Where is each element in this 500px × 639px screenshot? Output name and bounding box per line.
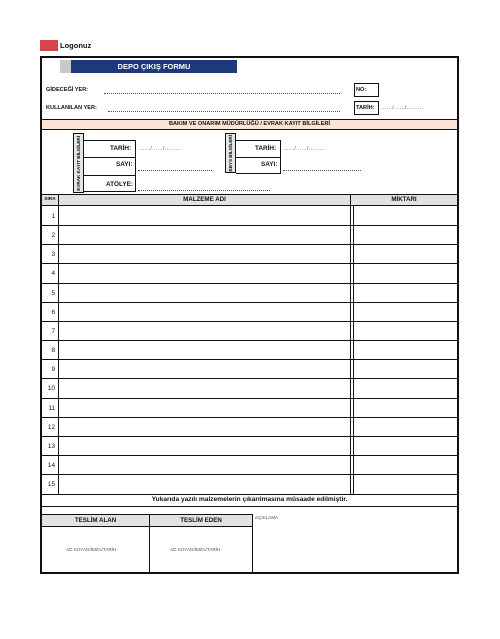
- gidecegi-yer-field[interactable]: [104, 93, 340, 94]
- logo-text: Logonuz: [60, 41, 92, 50]
- footer-col-divider: [252, 514, 253, 573]
- row-number: 15: [47, 481, 55, 489]
- miktar-cell[interactable]: [354, 263, 456, 281]
- malzeme-cell[interactable]: [59, 283, 349, 301]
- row-number: 14: [47, 461, 55, 469]
- row-number: 13: [47, 442, 55, 450]
- no-label: NO:: [356, 87, 367, 93]
- malzeme-cell[interactable]: [59, 417, 349, 435]
- evrak-kayit-vertical-text: EVRAK KAYIT BİLGİLERİ: [76, 135, 81, 191]
- footer-col-divider: [149, 514, 150, 573]
- malzeme-cell[interactable]: [59, 206, 349, 224]
- evrak-kayit-vertical-label: [73, 133, 84, 193]
- divider: [42, 506, 457, 507]
- aciklama-label: AÇIKLAMA: [255, 515, 279, 520]
- miktar-cell[interactable]: [354, 398, 456, 416]
- miktar-cell[interactable]: [354, 417, 456, 435]
- ebys-sayi-label: SAYI:: [261, 161, 278, 168]
- col-malzeme-header: MALZEME ADI: [58, 194, 350, 206]
- teslim-eden-header: TESLİM EDEN: [149, 514, 252, 527]
- miktar-cell[interactable]: [354, 340, 456, 358]
- malzeme-cell[interactable]: [59, 474, 349, 492]
- teslim-eden-sign-field[interactable]: AD SOYAD/İMZA/TARİH: [170, 547, 221, 552]
- miktar-cell[interactable]: [354, 283, 456, 301]
- atolye-field[interactable]: [138, 190, 270, 191]
- row-number: 6: [51, 308, 55, 316]
- malzeme-cell[interactable]: [59, 321, 349, 339]
- row-number: 8: [51, 347, 55, 355]
- col-sira-header: SIRA: [42, 194, 58, 206]
- approval-note: Yukarıda yazılı malzemelerin çıkarılmasına müsaade edilmiştir.: [151, 496, 348, 503]
- title-accent: [60, 60, 71, 73]
- row-number: 9: [51, 366, 55, 374]
- teslim-alan-header: TESLİM ALAN: [42, 514, 149, 527]
- row-number: 2: [51, 232, 55, 240]
- malzeme-cell[interactable]: [59, 398, 349, 416]
- row-number: 3: [51, 251, 55, 259]
- divider: [84, 157, 136, 158]
- malzeme-cell[interactable]: [59, 359, 349, 377]
- section-header: BAKIM VE ONARIM MÜDÜRLÜĞÜ / EVRAK KAYIT BİLGİLERİ: [42, 119, 457, 130]
- malzeme-cell[interactable]: [59, 244, 349, 262]
- teslim-alan-sign-field[interactable]: AD SOYAD/İMZA/TARİH: [66, 547, 117, 552]
- divider: [236, 157, 281, 158]
- malzeme-cell[interactable]: [59, 263, 349, 281]
- malzeme-cell[interactable]: [59, 436, 349, 454]
- atolye-label: ATÖLYE:: [106, 181, 133, 188]
- col-miktar-header: MİKTARI: [350, 194, 457, 206]
- ebys-vertical-text: EBYS BİLGİLERİ: [228, 134, 233, 172]
- evrak-tarih-field[interactable]: ……/……/………: [139, 146, 182, 152]
- form-title: DEPO ÇIKIŞ FORMU: [71, 60, 237, 73]
- miktar-cell[interactable]: [354, 244, 456, 262]
- row-number: 10: [47, 385, 55, 393]
- miktar-cell[interactable]: [354, 302, 456, 320]
- evrak-tarih-label: TARİH:: [110, 145, 132, 152]
- tarih-field[interactable]: ……/……/………: [381, 105, 424, 111]
- table-col-divider: [350, 206, 351, 494]
- row-number: 12: [47, 423, 55, 431]
- miktar-cell[interactable]: [354, 206, 456, 224]
- evrak-sayi-field[interactable]: [138, 170, 212, 171]
- gidecegi-yer-label: GİDECEĞİ YER:: [46, 87, 89, 93]
- kullanilan-yer-label: KULLANILAN YER:: [46, 105, 97, 111]
- miktar-cell[interactable]: [354, 436, 456, 454]
- malzeme-cell[interactable]: [59, 455, 349, 473]
- ebys-tarih-field[interactable]: ……/……/………: [283, 146, 326, 152]
- evrak-sayi-label: SAYI:: [116, 161, 133, 168]
- kullanilan-yer-field[interactable]: [108, 111, 340, 112]
- logo-placeholder: [40, 40, 58, 51]
- malzeme-cell[interactable]: [59, 225, 349, 243]
- miktar-cell[interactable]: [354, 455, 456, 473]
- miktar-cell[interactable]: [354, 378, 456, 396]
- malzeme-cell[interactable]: [59, 340, 349, 358]
- divider: [84, 175, 136, 176]
- row-number: 11: [48, 404, 55, 412]
- malzeme-cell[interactable]: [59, 378, 349, 396]
- ebys-sayi-field[interactable]: [283, 170, 361, 171]
- miktar-cell[interactable]: [354, 474, 456, 492]
- row-number: 4: [51, 270, 55, 278]
- miktar-cell[interactable]: [354, 359, 456, 377]
- ebys-vertical-label: [225, 133, 236, 173]
- row-number: 5: [51, 289, 55, 297]
- ebys-tarih-label: TARİH:: [255, 145, 277, 152]
- malzeme-cell[interactable]: [59, 302, 349, 320]
- row-number: 1: [51, 213, 55, 220]
- tarih-label: TARİH:: [356, 105, 375, 111]
- row-number: 7: [51, 327, 55, 335]
- miktar-cell[interactable]: [354, 225, 456, 243]
- miktar-cell[interactable]: [354, 321, 456, 339]
